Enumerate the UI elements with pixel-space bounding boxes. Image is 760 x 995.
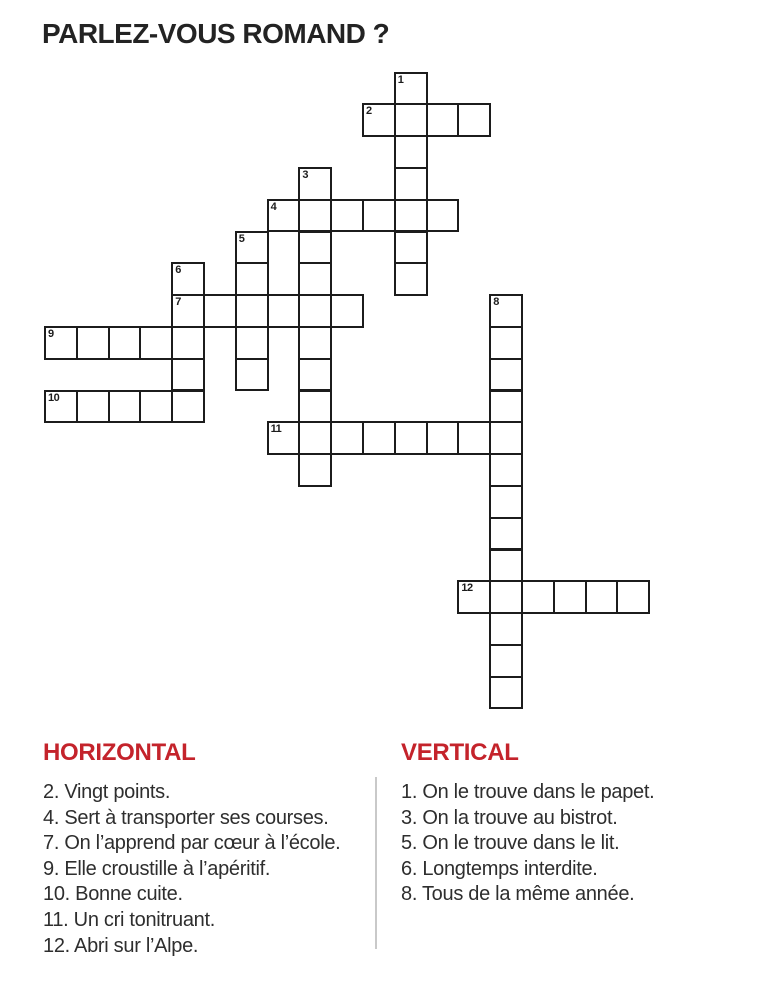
grid-cell[interactable] xyxy=(585,580,619,614)
grid-cell[interactable] xyxy=(489,326,523,360)
grid-cell[interactable] xyxy=(298,421,332,455)
grid-cell[interactable] xyxy=(394,231,428,265)
clue-number: 11 xyxy=(270,423,282,436)
clue-number: 7 xyxy=(175,296,181,309)
grid-cell[interactable] xyxy=(108,326,142,360)
grid-cell[interactable] xyxy=(489,676,523,710)
grid-cell[interactable] xyxy=(489,485,523,519)
vertical-clue-list xyxy=(401,780,654,908)
grid-cell[interactable] xyxy=(298,262,332,296)
grid-cell[interactable] xyxy=(521,580,555,614)
clue-item: 12. Abri sur l’Alpe. xyxy=(43,934,199,957)
horizontal-clue-list xyxy=(43,780,340,959)
clue-number: 6 xyxy=(175,264,181,277)
grid-cell[interactable] xyxy=(171,262,205,296)
grid-cell[interactable] xyxy=(457,421,491,455)
grid-cell[interactable] xyxy=(298,453,332,487)
clue-number: 9 xyxy=(48,327,54,340)
grid-cell[interactable] xyxy=(171,390,205,424)
grid-cell[interactable] xyxy=(426,421,460,455)
grid-cell[interactable] xyxy=(489,644,523,678)
grid-cell[interactable] xyxy=(298,231,332,265)
grid-cell[interactable] xyxy=(330,421,364,455)
grid-cell[interactable] xyxy=(489,517,523,551)
clue-item: 5. On le trouve dans le lit. xyxy=(401,832,620,855)
grid-cell[interactable] xyxy=(489,612,523,646)
grid-cell[interactable] xyxy=(489,294,523,328)
clue-number: 3 xyxy=(302,168,309,181)
grid-cell[interactable] xyxy=(616,580,650,614)
grid-cell[interactable] xyxy=(362,199,396,233)
grid-cell[interactable] xyxy=(489,580,523,614)
grid-cell[interactable] xyxy=(394,135,428,169)
clue-item: 4. Sert à transporter ses courses. xyxy=(43,806,329,829)
grid-cell[interactable] xyxy=(394,199,428,233)
grid-cell[interactable] xyxy=(235,294,269,328)
grid-cell[interactable] xyxy=(394,103,428,137)
grid-cell[interactable] xyxy=(426,103,460,137)
clue-item: 9. Elle croustille à l’apéritif. xyxy=(43,857,271,880)
grid-cell[interactable] xyxy=(362,103,396,137)
grid-cell[interactable] xyxy=(76,390,110,424)
clue-item: 7. On l’apprend par cœur à l’école. xyxy=(43,832,341,855)
clue-item: 2. Vingt points. xyxy=(43,781,171,803)
grid-cell[interactable] xyxy=(489,453,523,487)
grid-cell[interactable] xyxy=(171,326,205,360)
clue-item: 11. Un cri tonitruant. xyxy=(43,908,216,931)
grid-cell[interactable] xyxy=(362,421,396,455)
grid-cell[interactable] xyxy=(394,72,428,106)
grid-cell[interactable] xyxy=(489,358,523,392)
grid-cell[interactable] xyxy=(139,390,173,424)
page-title: PARLEZ-VOUS ROMAND ? xyxy=(42,18,390,49)
grid-cell[interactable] xyxy=(298,294,332,328)
grid-cell[interactable] xyxy=(235,231,269,265)
clue-number: 12 xyxy=(461,582,473,595)
grid-cell[interactable] xyxy=(203,294,237,328)
clue-number: 5 xyxy=(238,232,245,245)
grid-cell[interactable] xyxy=(330,199,364,233)
grid-cell[interactable] xyxy=(298,326,332,360)
grid-cell[interactable] xyxy=(553,580,587,614)
grid-cell[interactable] xyxy=(330,294,364,328)
grid-cell[interactable] xyxy=(489,421,523,455)
grid-cell[interactable] xyxy=(489,390,523,424)
grid-cell[interactable] xyxy=(267,199,301,233)
grid-cell[interactable] xyxy=(394,421,428,455)
grid-cell[interactable] xyxy=(44,390,78,424)
clue-item: 1. On le trouve dans le papet. xyxy=(401,781,655,803)
grid-cell[interactable] xyxy=(457,580,491,614)
grid-cell[interactable] xyxy=(489,549,523,583)
clue-item: 3. On la trouve au bistrot. xyxy=(401,806,618,829)
grid-cell[interactable] xyxy=(235,358,269,392)
grid-cell[interactable] xyxy=(235,262,269,296)
grid-cell[interactable] xyxy=(267,294,301,328)
clue-number: 2 xyxy=(366,105,372,118)
grid-cell[interactable] xyxy=(426,199,460,233)
clue-item: 10. Bonne cuite. xyxy=(43,883,183,906)
grid-cell[interactable] xyxy=(394,262,428,296)
horizontal-clues-heading: HORIZONTAL xyxy=(43,739,196,766)
grid-cell[interactable] xyxy=(44,326,78,360)
grid-cell[interactable] xyxy=(298,199,332,233)
vertical-clues-heading: VERTICAL xyxy=(401,739,519,766)
clue-divider xyxy=(375,777,377,949)
grid-cell[interactable] xyxy=(139,326,173,360)
grid-cell[interactable] xyxy=(108,390,142,424)
clue-number: 10 xyxy=(48,391,60,404)
grid-cell[interactable] xyxy=(298,167,332,201)
grid-cell[interactable] xyxy=(298,390,332,424)
grid-cell[interactable] xyxy=(394,167,428,201)
clue-number: 4 xyxy=(270,200,277,213)
grid-cell[interactable] xyxy=(298,358,332,392)
clue-number: 8 xyxy=(493,296,499,309)
grid-cell[interactable] xyxy=(76,326,110,360)
grid-cell[interactable] xyxy=(171,358,205,392)
clue-item: 8. Tous de la même année. xyxy=(401,883,635,906)
grid-cell[interactable] xyxy=(171,294,205,328)
grid-cell[interactable] xyxy=(235,326,269,360)
clue-item: 6. Longtemps interdite. xyxy=(401,857,598,880)
clue-number: 1 xyxy=(397,73,404,86)
grid-cell[interactable] xyxy=(457,103,491,137)
grid-cell[interactable] xyxy=(267,421,301,455)
